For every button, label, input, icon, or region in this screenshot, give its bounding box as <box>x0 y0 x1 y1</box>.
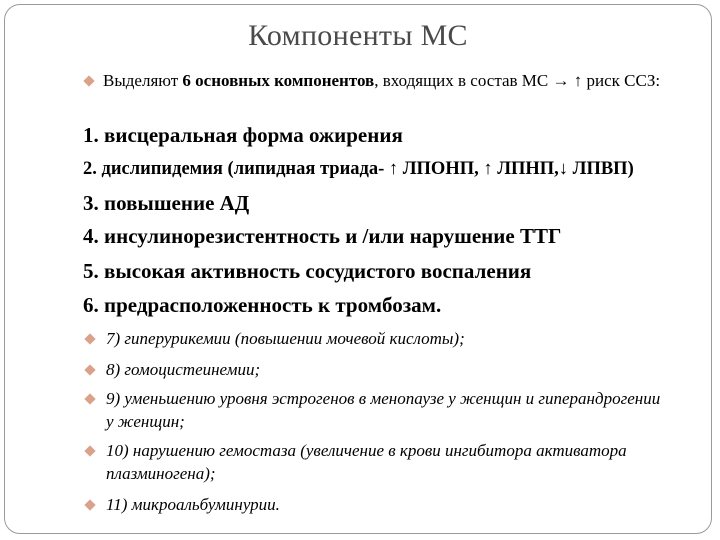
diamond-bullet-icon <box>84 393 95 404</box>
extra-item-11 <box>106 493 666 516</box>
component-5: 5. высокая активность сосудистого воспаления <box>83 259 532 283</box>
intro-prefix: Выделяют <box>103 71 183 90</box>
component-2: 2. дислипидемия (липидная триада- ↑ ЛПОНП, ↑ ЛПНП,↓ ЛПВП) <box>83 159 634 179</box>
diamond-bullet-icon <box>84 445 95 456</box>
slide-title: Компоненты МС <box>248 19 468 52</box>
extra-item-9 <box>106 387 666 433</box>
extra-item-10 <box>106 439 666 485</box>
diamond-bullet-icon <box>84 333 95 344</box>
extra-item-text: 11) микроальбуминурии. <box>106 495 280 514</box>
extra-item-text: 7) гиперурикемии (повышении мочевой кислоты); <box>106 329 465 348</box>
extra-item-8 <box>106 358 666 381</box>
intro-bold: 6 основных компонентов <box>182 71 375 90</box>
extra-item-text: 8) гомоцистеинемии; <box>106 360 261 379</box>
intro-suffix: , входящих в состав МС → ↑ риск ССЗ: <box>374 71 661 90</box>
component-3: 3. повышение АД <box>83 191 250 215</box>
component-6: 6. предрасположенность к тромбозам. <box>83 293 442 317</box>
component-1: 1. висцеральная форма ожирения <box>83 123 403 147</box>
diamond-bullet-icon <box>84 364 95 375</box>
slide <box>4 4 712 534</box>
extra-item-7 <box>106 327 666 350</box>
extra-item-text: 10) нарушению гемостаза (увеличение в крови ингибитора активатора плазминогена); <box>106 441 627 483</box>
diamond-bullet-icon <box>84 499 95 510</box>
diamond-bullet-icon <box>83 75 94 86</box>
extra-item-text: 9) уменьшению уровня эстрогенов в менопаузе у женщин и гиперандрогении у женщин; <box>106 389 661 431</box>
intro-bullet <box>103 69 698 92</box>
component-4: 4. инсулинорезистентность и /или нарушение ТТГ <box>83 224 562 248</box>
